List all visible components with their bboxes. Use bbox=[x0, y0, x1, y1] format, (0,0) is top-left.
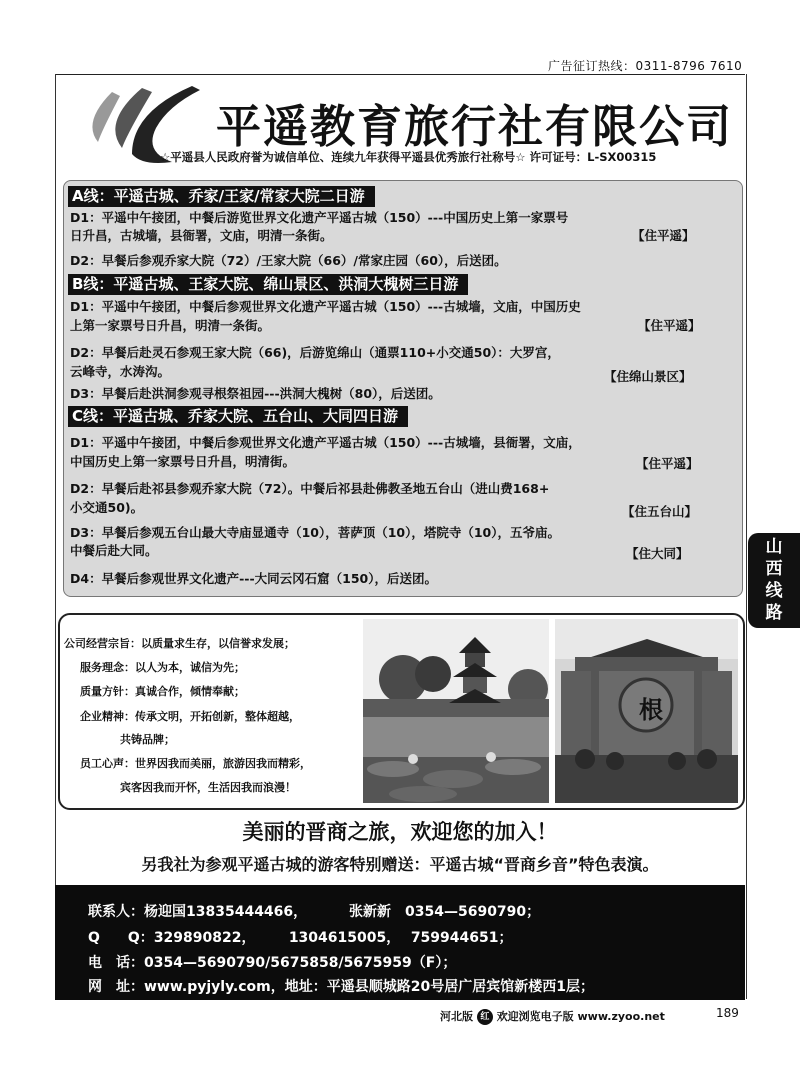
philosophy-spirit-cont: 共铸品牌； bbox=[120, 733, 175, 746]
qq-label: Q Q： bbox=[88, 930, 154, 946]
route-b-day1: D1：平遥中午接团，中餐后参观世界文化遗产平遥古城（150）---古城墙，文庙，中国历史 bbox=[70, 299, 581, 314]
route-b-title: B线：平遥古城、王家大院、绵山景区、洪洞大槐树三日游 bbox=[68, 274, 468, 295]
contact-qq bbox=[88, 927, 512, 947]
route-c-day1-cont: 中国历史上第一家票号日升昌，明清街。 bbox=[70, 454, 296, 469]
route-b-day2-cont: 云峰寺，水涛沟。 bbox=[70, 364, 171, 379]
route-c-day4: D4：早餐后参观世界文化遗产---大同云冈石窟（150），后送团。 bbox=[70, 571, 437, 586]
region-tab-char: 山 bbox=[765, 537, 783, 557]
footer-site: 欢迎浏览电子版 www.zyoo.net bbox=[496, 1010, 665, 1023]
philosophy-mission: 公司经营宗旨：以质量求生存，以信誉求发展； bbox=[64, 637, 295, 650]
web-label: 网 址： bbox=[88, 979, 144, 995]
phone-number: 0354—5690790/5675858/5675959（F）； bbox=[144, 955, 457, 971]
contact-persons bbox=[88, 901, 540, 921]
region-tab-char: 线 bbox=[765, 581, 783, 601]
gift-notice: 另我社为参观平遥古城的游客特别赠送：平遥古城“晋商乡音”特色表演。 bbox=[141, 855, 659, 874]
route-c-day3-cont: 中餐后赴大同。 bbox=[70, 543, 158, 558]
philosophy-staff: 员工心声：世界因我而美丽，旅游因我而精彩， bbox=[80, 757, 311, 770]
route-b-day3: D3：早餐后赴洪洞参观寻根祭祖园---洪洞大槐树（80），后送团。 bbox=[70, 386, 441, 401]
web-address: www.pyjyly.com，地址：平遥县顺城路20号居广居宾馆新楼西1层； bbox=[144, 979, 594, 995]
publisher-badge-icon: 红 bbox=[477, 1009, 493, 1025]
contact-bar bbox=[55, 885, 745, 1000]
contact-person-2: 张新新 0354—5690790； bbox=[349, 904, 541, 920]
philosophy-service: 服务理念：以人为本，诚信为先； bbox=[80, 661, 245, 674]
route-a-day1: D1：平遥中午接团，中餐后游览世界文化遗产平遥古城（150）---中国历史上第一家票号 bbox=[70, 210, 569, 225]
contact-web bbox=[88, 976, 594, 996]
route-c-day3-stay: 【住大同】 bbox=[626, 546, 689, 561]
route-c-day1-stay: 【住平遥】 bbox=[636, 456, 699, 471]
route-c-day2: D2：早餐后赴祁县参观乔家大院（72）。中餐后祁县赴佛教圣地五台山（进山费168+ bbox=[70, 481, 550, 496]
route-a-day1-stay: 【住平遥】 bbox=[632, 228, 695, 243]
route-b-day2: D2：早餐后赴灵石参观王家大院（66)，后游览绵山（通票110+小交通50）：大罗宫， bbox=[70, 345, 560, 360]
contact-phone bbox=[88, 952, 456, 972]
company-name: 平遥教育旅行社有限公司 bbox=[216, 100, 734, 153]
ad-hotline: 广告征订热线：0311-8796 7610 bbox=[548, 59, 743, 73]
route-c-day1: D1：平遥中午接团，中餐后参观世界文化遗产平遥古城（150）---古城墙，县衙署，文庙， bbox=[70, 435, 581, 450]
qq-number-1: 329890822， bbox=[153, 930, 256, 946]
route-c-day2-stay: 【住五台山】 bbox=[622, 504, 698, 519]
route-b-day2-stay: 【住绵山景区】 bbox=[604, 369, 692, 384]
qq-number-3: 759944651； bbox=[410, 930, 513, 946]
region-tab-char: 路 bbox=[765, 603, 783, 623]
page-number: 189 bbox=[716, 1006, 739, 1020]
arch-sign: 根 bbox=[639, 696, 663, 724]
philosophy-spirit: 企业精神：传承文明，开拓创新，整体超越， bbox=[80, 710, 300, 723]
route-b-day1-stay: 【住平遥】 bbox=[638, 318, 701, 333]
footer bbox=[440, 1008, 665, 1025]
qq-number-2: 1304615005， bbox=[288, 930, 401, 946]
company-certification: ☆平遥县人民政府誉为诚信单位、连续九年获得平遥县优秀旅行社称号☆ 许可证号：L-SX00315 bbox=[160, 150, 657, 164]
route-a-day1-cont: 日升昌，古城墙，县衙署，文庙，明清一条街。 bbox=[70, 228, 333, 243]
route-b-day1-cont: 上第一家票号日升昌，明清一条街。 bbox=[70, 318, 271, 333]
edition-label: 河北版 bbox=[440, 1010, 473, 1023]
philosophy-staff-cont: 宾客因我而开怀，生活因我而浪漫！ bbox=[120, 781, 296, 794]
region-tab-char: 西 bbox=[765, 559, 783, 579]
route-c-title: C线：平遥古城、乔家大院、五台山、大同四日游 bbox=[68, 406, 408, 427]
contact-person-label: 联系人： bbox=[88, 904, 144, 920]
route-c-day3: D3：早餐后参观五台山最大寺庙显通寺（10），菩萨顶（10），塔院寺（10），五爷庙。 bbox=[70, 525, 561, 540]
phone-label: 电 话： bbox=[88, 955, 144, 971]
route-a-day2: D2：早餐后参观乔家大院（72）/王家大院（66）/常家庄园（60），后送团。 bbox=[70, 253, 507, 268]
region-tab bbox=[748, 533, 800, 628]
philosophy-quality: 质量方针：真诚合作，倾情奉献； bbox=[80, 685, 245, 698]
contact-person-1: 杨迎国13835444466， bbox=[144, 904, 308, 920]
route-c-day2-cont: 小交通50)。 bbox=[70, 500, 144, 515]
slogan: 美丽的晋商之旅，欢迎您的加入！ bbox=[242, 820, 558, 844]
route-a-title: A线：平遥古城、乔家/王家/常家大院二日游 bbox=[68, 186, 375, 207]
pavilion-photo bbox=[363, 619, 549, 803]
